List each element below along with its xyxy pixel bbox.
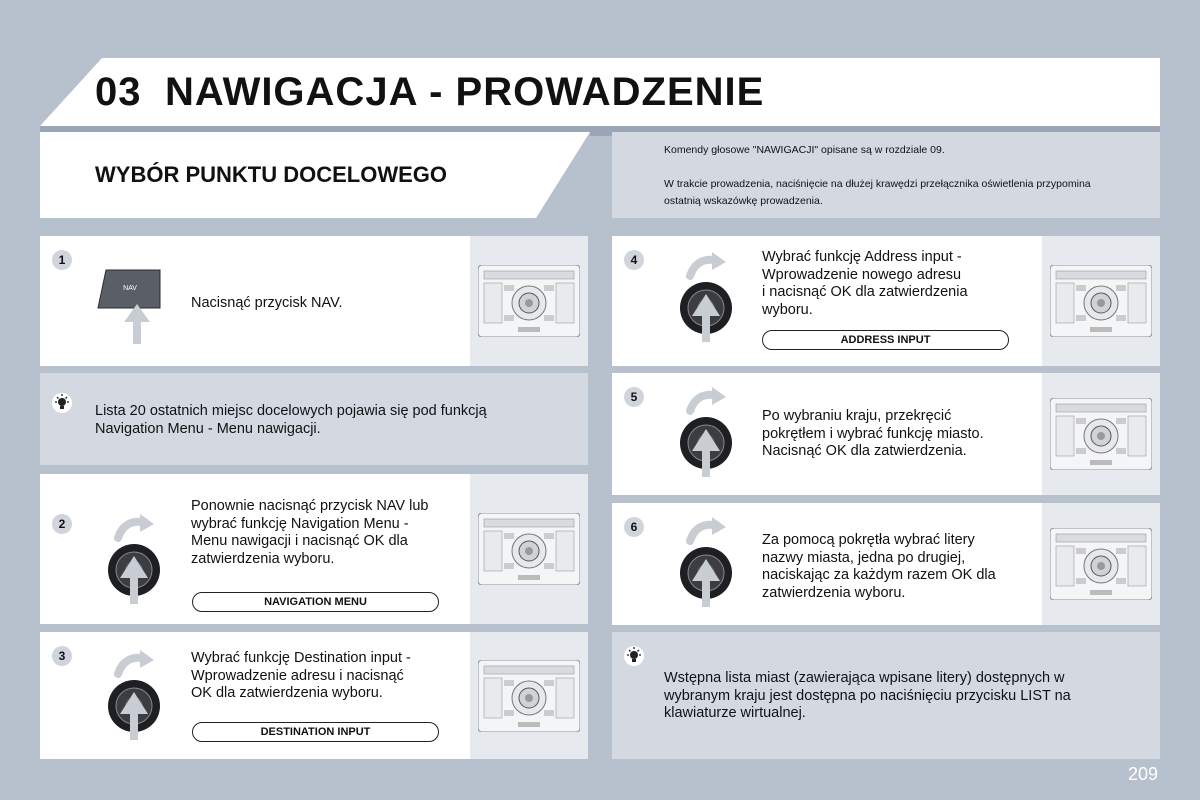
step-text: Wybrać funkcję Destination input - Wprowadzenie adresu i nacisnąć OK dla zatwierdzenia wyboru. xyxy=(191,650,411,701)
step-text: Za pomocą pokrętła wybrać litery nazwy miasta, jedna po drugiej, naciskając za każdym razem OK dla zatwierdzenia wyboru. xyxy=(762,532,996,601)
tip-panel-2 xyxy=(612,632,1160,759)
menu-label-navigation-menu: NAVIGATION MENU xyxy=(192,592,439,612)
step-number: 2 xyxy=(52,514,72,534)
section-title: WYBÓR PUNKTU DOCELOWEGO xyxy=(95,162,447,187)
step-panel-2 xyxy=(40,474,588,624)
step-number: 5 xyxy=(624,387,644,407)
nav-button-label: NAV xyxy=(123,285,137,292)
chapter-number: 03 xyxy=(95,70,142,114)
step-panel-3 xyxy=(40,632,588,759)
rotary-knob-icon xyxy=(106,514,164,610)
radio-illustration xyxy=(1042,503,1160,625)
section-header-slant xyxy=(536,132,590,218)
step-panel-6 xyxy=(612,503,1160,625)
radio-illustration xyxy=(470,632,588,759)
step-number: 6 xyxy=(624,517,644,537)
notes-box xyxy=(612,132,1160,218)
step-number: 3 xyxy=(52,646,72,666)
step-text: Po wybraniu kraju, przekręcić pokrętłem i wybrać funkcję miasto. Nacisnąć OK dla zatwierdzenia. xyxy=(762,408,984,459)
page-number: 209 xyxy=(1127,764,1158,784)
note-line: ostatnią wskazówkę prowadzenia. xyxy=(664,195,823,207)
rotary-knob-icon xyxy=(106,650,164,746)
note-line: Komendy głosowe "NAWIGACJI" opisane są w rozdziale 09. xyxy=(664,144,945,156)
step-number: 4 xyxy=(624,250,644,270)
step-panel-4 xyxy=(612,236,1160,366)
rotary-knob-icon xyxy=(678,252,736,348)
lightbulb-icon xyxy=(624,646,644,666)
title-corner xyxy=(40,58,102,126)
rotary-knob-icon xyxy=(678,387,736,483)
radio-illustration xyxy=(1042,373,1160,495)
nav-button-icon xyxy=(96,266,166,344)
step-panel-1 xyxy=(40,236,588,366)
step-text: Wybrać funkcję Address input - Wprowadzenie nowego adresu i nacisnąć OK dla zatwierdzenia wyboru. xyxy=(762,249,968,318)
chapter-title: NAWIGACJA - PROWADZENIE xyxy=(165,70,765,114)
tip-panel-1 xyxy=(40,373,588,465)
menu-label-address-input: ADDRESS INPUT xyxy=(762,330,1009,350)
step-text: Nacisnąć przycisk NAV. xyxy=(191,295,343,311)
step-number: 1 xyxy=(52,250,72,270)
menu-label-destination-input: DESTINATION INPUT xyxy=(192,722,439,742)
step-text: Ponownie nacisnąć przycisk NAV lub wybrać funkcję Navigation Menu - Menu nawigacji i nacisnąć OK dla zatwierdzenia wyboru. xyxy=(191,498,429,567)
radio-illustration xyxy=(1042,236,1160,366)
rotary-knob-icon xyxy=(678,517,736,613)
radio-illustration xyxy=(470,236,588,366)
step-panel-5 xyxy=(612,373,1160,495)
tip-text: Lista 20 ostatnich miejsc docelowych pojawia się pod funkcją Navigation Menu - Menu nawigacji. xyxy=(95,403,487,437)
tip-text: Wstępna lista miast (zawierająca wpisane litery) dostępnych w wybranym kraju jest dostępna po naciśnięciu przycisku LIST na klawiaturze wirtualnej. xyxy=(664,670,1071,721)
radio-illustration xyxy=(470,474,588,624)
note-line: W trakcie prowadzenia, naciśnięcie na dłużej krawędzi przełącznika oświetlenia przypomina xyxy=(664,178,1091,190)
lightbulb-icon xyxy=(52,393,72,413)
